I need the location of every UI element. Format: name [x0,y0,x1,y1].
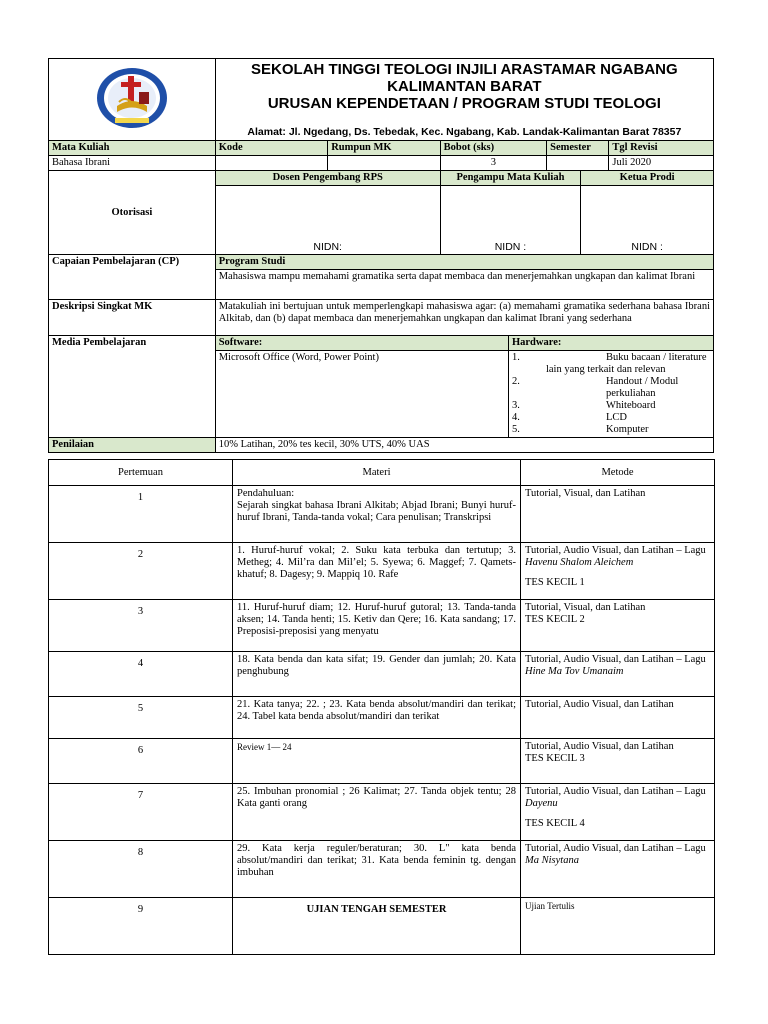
school-address: Alamat: Jl. Ngedang, Ds. Tebedak, Kec. Ngabang, Kab. Landak-Kalimantan Barat 78357 [247,126,682,138]
label-hardware: Hardware: [508,336,713,351]
label-pengampu: Pengampu Mata Kuliah [440,171,581,186]
table-row: 2 1. Huruf-huruf vokal; 2. Suku kata terbuka dan tertutup; 3. Metheg; 4. Mil’ra dan Mil’el; 5. Syewa; 6. Maggef; 7. Qamets-khatuf; 8. Dagesy; 9. Mappiq 10. Rafe Tutorial, Audio Visual, dan Latihan – Lagu Havenu Shalom Aleichem TES KECIL 1 [49,543,715,600]
nidn-pengampu: NIDN : [494,241,527,253]
label-rumpun: Rumpun MK [328,141,440,156]
signature-kaprodi [581,186,714,255]
nidn-dosen: NIDN: [313,241,342,253]
table-row: 8 29. Kata kerja reguler/beraturan; 30. L" kata benda absolut/mandiri dan terikat; 31. Kata benda feminin tg. dengan imbuhan Tutorial, Audio Visual, dan Latihan – Lagu Ma Nisytana [49,841,715,898]
label-semester: Semester [547,141,609,156]
schedule-table [48,459,715,955]
signature-dosen [215,186,440,255]
label-penilaian: Penilaian [49,438,216,453]
table-row: 5 21. Kata tanya; 22. ; 23. Kata benda absolut/mandiri dan terikat; 24. Tabel kata benda absolut/mandiri dan terikat Tutorial, Audio Visual, dan Latihan [49,697,715,739]
label-software: Software: [215,336,508,351]
department-name: URUSAN KEPENDETAAN / PROGRAM STUDI TEOLOGI [267,95,661,112]
value-rumpun [328,156,440,171]
table-row: 4 18. Kata benda dan kata sifat; 19. Gender dan jumlah; 20. Kata penghubung Tutorial, Audio Visual, dan Latihan – Lagu Hine Ma Tov Umanaim [49,652,715,697]
table-row: 7 25. Imbuhan pronomial ; 26 Kalimat; 27. Tanda objek tentu; 28 Kata ganti orang Tutorial, Audio Visual, dan Latihan – Lagu Dayenu TES KECIL 4 [49,784,715,841]
signature-pengampu [440,186,581,255]
logo-cell [49,59,216,141]
label-bobot: Bobot (sks) [440,141,546,156]
label-ketua-prodi: Ketua Prodi [581,171,714,186]
school-logo-icon [95,66,169,130]
header-metode: Metode [521,460,715,486]
header-pertemuan: Pertemuan [49,460,233,486]
course-info-table [48,58,714,453]
cp-text: Mahasiswa mampu memahami gramatika serta dapat membaca dan menerjemahkan ungkapan dan kalimat Ibrani [215,270,713,300]
label-mata-kuliah: Mata Kuliah [49,141,216,156]
list-item: 3. Whiteboard [511,400,656,411]
region-name: KALIMANTAN BARAT [387,78,542,95]
label-dosen-pengembang: Dosen Pengembang RPS [215,171,440,186]
value-tgl-revisi: Juli 2020 [609,156,714,171]
value-semester [547,156,609,171]
list-item: 5. Komputer [511,424,649,435]
label-tgl-revisi: Tgl Revisi [609,141,714,156]
school-name: SEKOLAH TINGGI TEOLOGI INJILI ARASTAMAR NGABANG [251,61,678,78]
header-materi: Materi [233,460,521,486]
header-cell [215,59,713,141]
label-deskripsi: Deskripsi Singkat MK [49,300,216,336]
label-media: Media Pembelajaran [49,336,216,438]
uts-label: UJIAN TENGAH SEMESTER [233,898,521,955]
label-otorisasi: Otorisasi [49,171,216,255]
penilaian-text: 10% Latihan, 20% tes kecil, 30% UTS, 40% UAS [215,438,713,453]
value-kode [215,156,327,171]
table-row: 3 11. Huruf-huruf diam; 12. Huruf-huruf gutoral; 13. Tanda-tanda aksen; 14. Tanda henti; 15. Ketiv dan Qere; 16. Kata sandang; 17. Preposisi-preposisi yang menyatu Tutorial, Visual, dan Latihan TES KECIL 2 [49,600,715,652]
value-bobot: 3 [440,156,546,171]
table-row: 1 Pendahuluan: Sejarah singkat bahasa Ibrani Alkitab; Abjad Ibrani; Bunyi huruf-huruf Ibrani, Tanda-tanda vokal; Cara penulisan; Transkripsi Tutorial, Visual, dan Latihan [49,486,715,543]
value-mata-kuliah: Bahasa Ibrani [49,156,216,171]
hardware-list-cell [508,351,713,438]
label-cp: Capaian Pembelajaran (CP) [49,255,216,300]
list-item: 2. Handout / Modul perkuliahan [511,376,679,399]
label-kode: Kode [215,141,327,156]
table-row: 6 Review 1— 24 Tutorial, Audio Visual, dan Latihan TES KECIL 3 [49,739,715,784]
software-text: Microsoft Office (Word, Power Point) [215,351,508,438]
list-item: 4. LCD [511,412,627,423]
hardware-list [512,352,710,436]
list-item: 1. Buku bacaan / literature lain yang terkait dan relevan [511,352,707,375]
label-program-studi: Program Studi [215,255,713,270]
nidn-kaprodi: NIDN : [631,241,663,253]
deskripsi-text: Matakuliah ini bertujuan untuk memperlengkapi mahasiswa agar: (a) memahami gramatika sederhana bahasa Ibrani Alkitab, dan (b) dapat membaca dan menerjemahkan ungkapan dan kalimat Ibrani yang sederhana [215,300,713,336]
table-row: 9 UJIAN TENGAH SEMESTER Ujian Tertulis [49,898,715,955]
uts-metode: Ujian Tertulis [521,898,715,955]
